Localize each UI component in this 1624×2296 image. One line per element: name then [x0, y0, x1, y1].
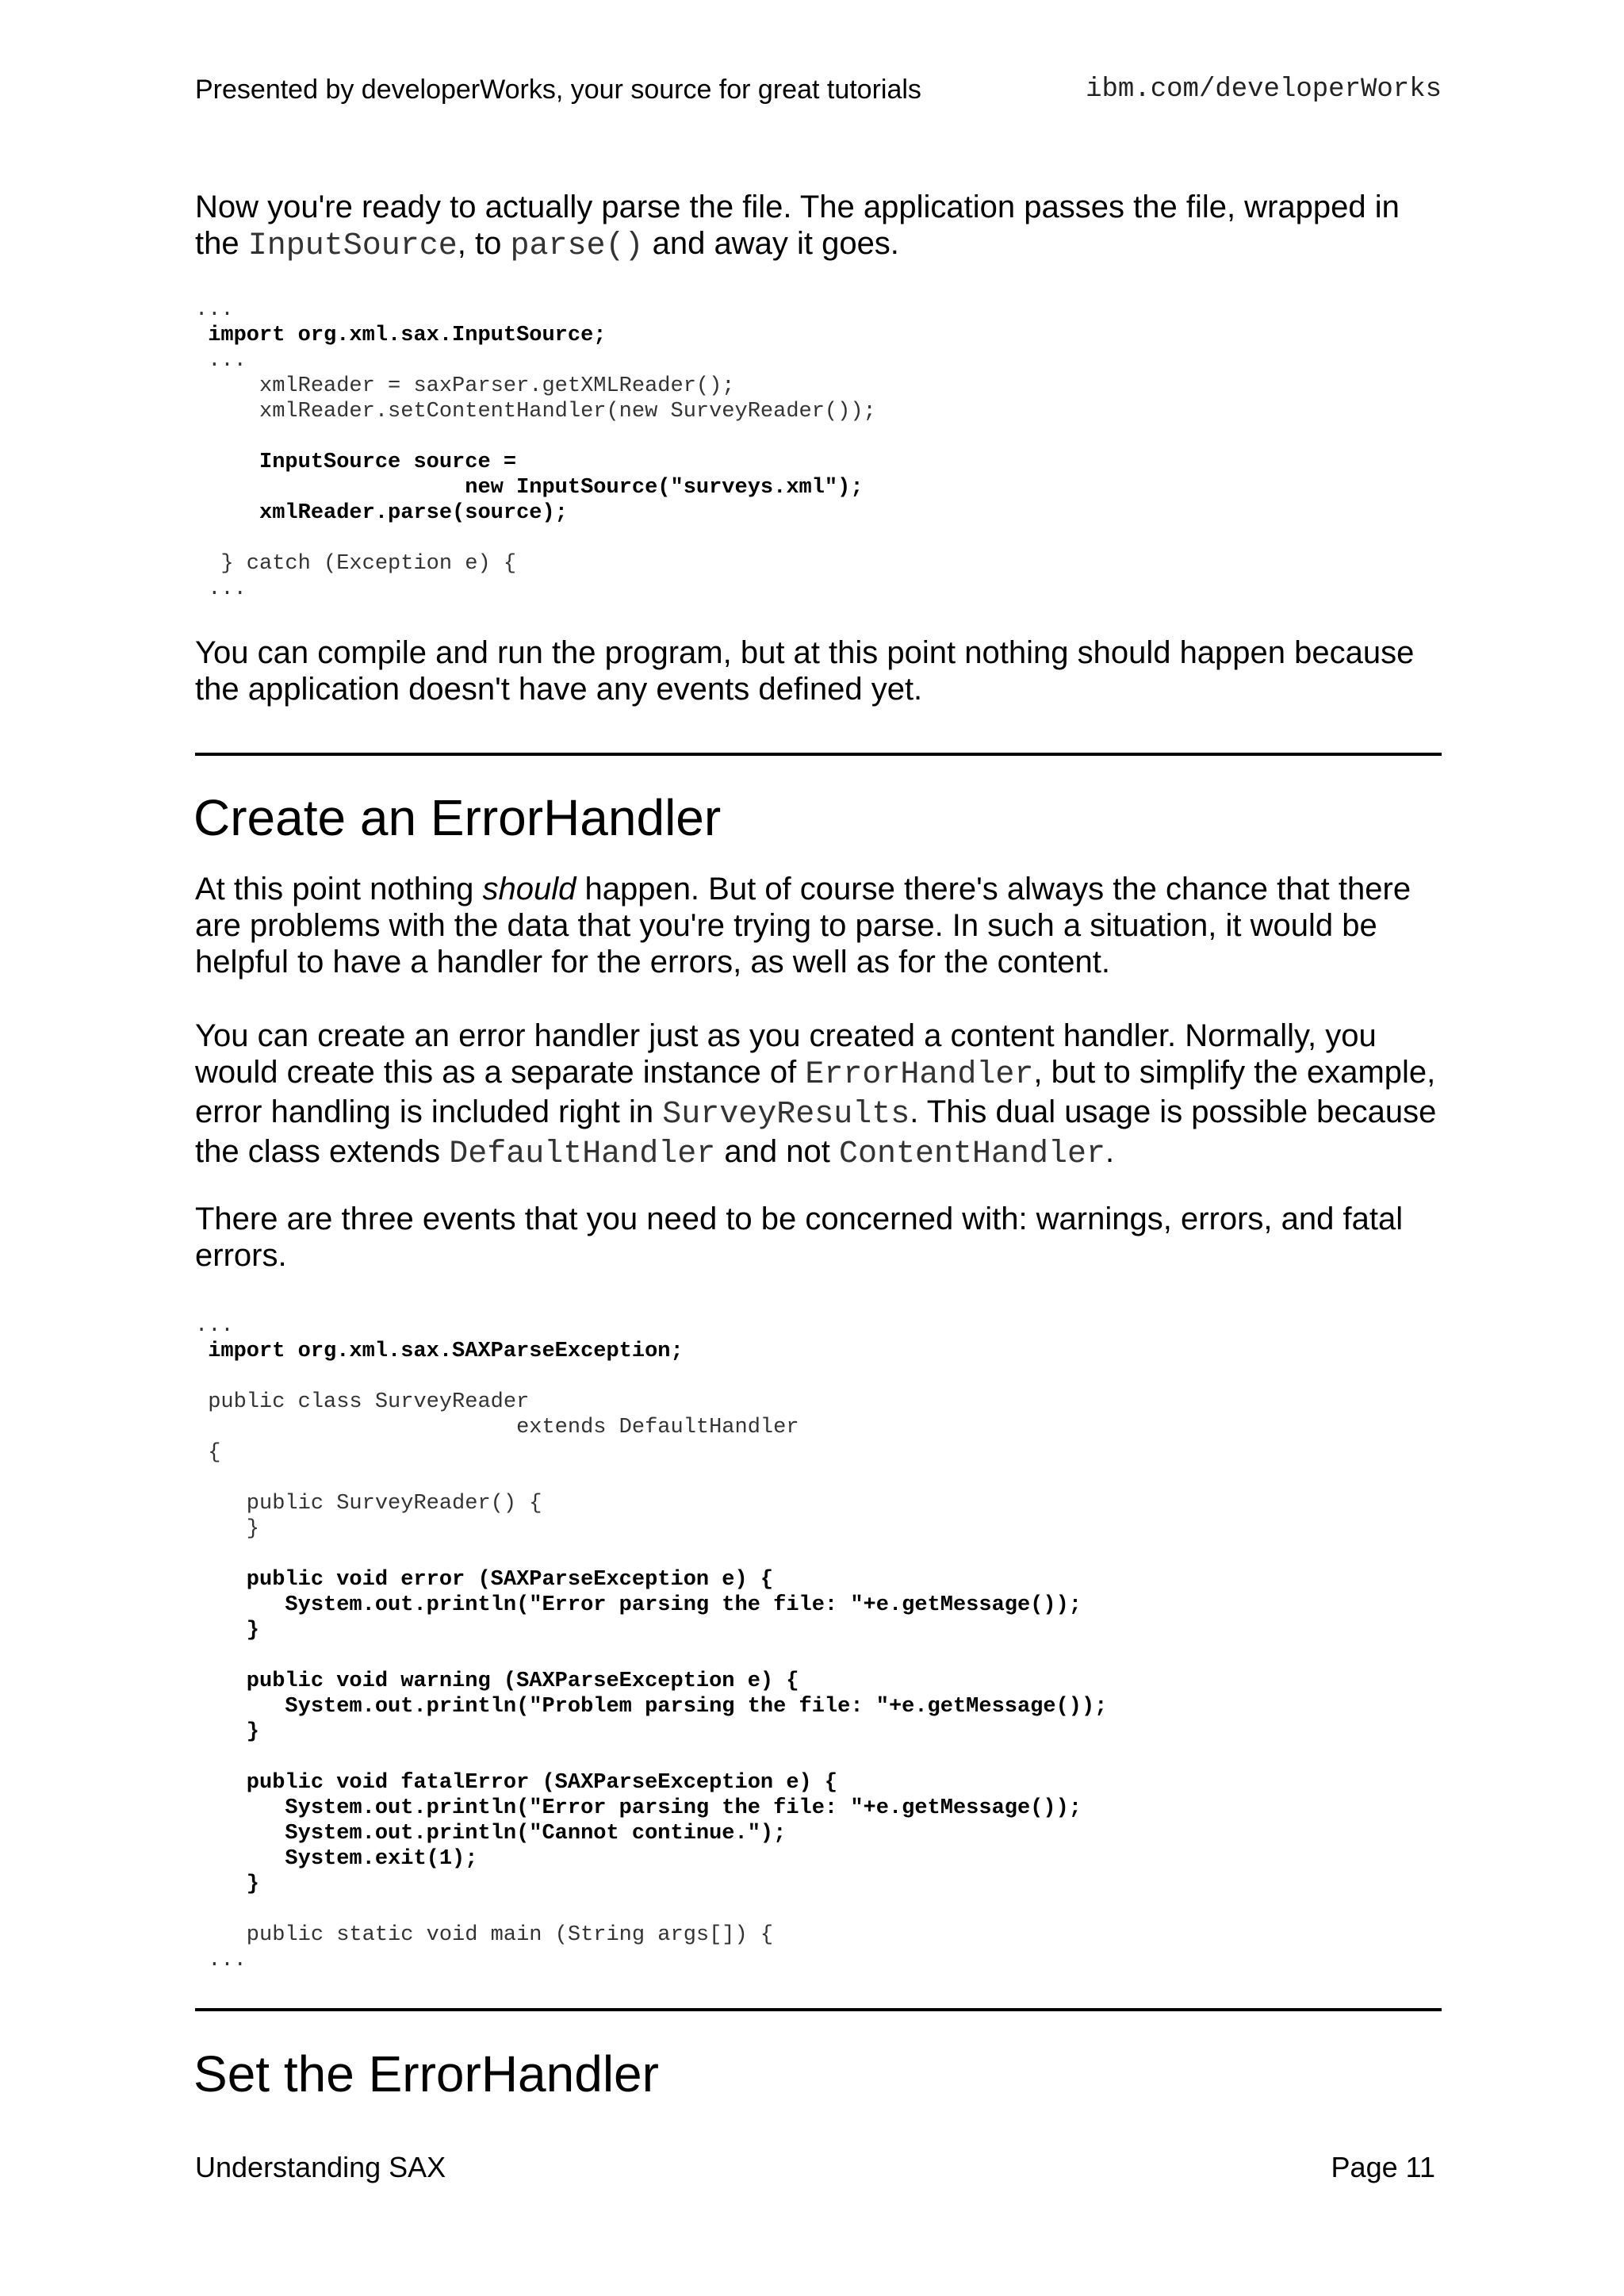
code-line: public class SurveyReader — [195, 1390, 530, 1414]
code-line: ... — [195, 349, 247, 373]
header-site-url: ibm.com/developerWorks — [1086, 75, 1442, 105]
code-block-errorhandler — [195, 1313, 1440, 1973]
p2-text-b: , but to simplify the example, error handling is included right in — [195, 1055, 1436, 1129]
code-line: } catch (Exception e) { — [195, 552, 517, 576]
code-line: xmlReader.parse(source); — [195, 501, 568, 525]
code-line: extends DefaultHandler — [195, 1416, 799, 1439]
code-line — [195, 1897, 1440, 1922]
p2-code-contenthandler: ContentHandler — [838, 1137, 1105, 1172]
p1-text-b: happen. But of course there's always the chance that there are problems with the data that you're trying to parse. In such a situation, it would be helpful to have a handler for the errors, as well as for the content. — [195, 872, 1411, 979]
code-line — [195, 526, 1440, 551]
section-divider — [195, 2008, 1442, 2011]
code-line: ... — [195, 577, 247, 601]
code-line: new InputSource("surveys.xml"); — [195, 476, 864, 500]
header-tagline: Presented by developerWorks, your source for great tutorials — [195, 75, 921, 105]
intro-text-1: Now you're ready to actually parse the file. The application passes the file, wrapped in the — [195, 190, 1400, 261]
p1-emphasis: should — [482, 872, 576, 907]
section1-paragraph-2 — [195, 1018, 1440, 1173]
p2-text-e: . — [1105, 1134, 1115, 1169]
p2-code-surveyresults: SurveyResults — [662, 1097, 910, 1133]
intro-paragraph — [195, 189, 1440, 265]
footer-title: Understanding SAX — [195, 2151, 446, 2183]
code-line: ... — [195, 298, 234, 322]
code-line: System.out.println("Error parsing the file: "+e.getMessage()); — [195, 1796, 1082, 1820]
code-line — [195, 1745, 1440, 1770]
code-line: System.out.println("Problem parsing the file: "+e.getMessage()); — [195, 1695, 1108, 1719]
code-line: { — [195, 1441, 221, 1465]
code-line — [195, 1643, 1440, 1669]
code-line — [195, 424, 1440, 450]
section1-paragraph-3: There are three events that you need to be concerned with: warnings, errors, and fatal errors. — [195, 1202, 1404, 1273]
code-line: public static void main (String args[]) { — [195, 1923, 774, 1947]
intro-text-3: and away it goes. — [643, 226, 899, 261]
section-divider — [195, 753, 1442, 756]
code-line: ... — [195, 1314, 234, 1338]
code-block-parse — [195, 297, 1440, 602]
p2-text-a: You can create an error handler just as you created a content handler. Normally, you would create this as a separate instance of — [195, 1018, 1377, 1090]
code-line: xmlReader.setContentHandler(new SurveyReader()); — [195, 400, 876, 424]
code-line: } — [195, 1872, 260, 1896]
p2-code-defaulthandler: DefaultHandler — [449, 1137, 716, 1172]
p1-text-a: At this point nothing — [195, 872, 483, 907]
code-line: public void error (SAXParseException e) { — [195, 1568, 774, 1592]
section-heading-set-errorhandler: Set the ErrorHandler — [193, 2045, 659, 2102]
p2-text-d: and not — [715, 1134, 839, 1169]
code-line: public void fatalError (SAXParseException e) { — [195, 1771, 838, 1795]
code-line: public SurveyReader() { — [195, 1492, 542, 1516]
code-line: } — [195, 1720, 260, 1744]
code-line: ... — [195, 1949, 247, 1972]
code-line: public void warning (SAXParseException e) { — [195, 1669, 799, 1693]
code-line: System.exit(1); — [195, 1847, 478, 1871]
code-line: import org.xml.sax.InputSource; — [195, 324, 607, 347]
code-line — [195, 1466, 1440, 1491]
code-line — [195, 1542, 1440, 1567]
section-heading-create-errorhandler: Create an ErrorHandler — [193, 789, 722, 846]
code-line: import org.xml.sax.SAXParseException; — [195, 1340, 684, 1363]
code-line: InputSource source = — [195, 450, 517, 474]
code-line: System.out.println("Cannot continue."); — [195, 1822, 787, 1846]
code-line: } — [195, 1517, 260, 1541]
compile-note-paragraph: You can compile and run the program, but at this point nothing should happen because the application doesn't have any events defined yet. — [195, 635, 1415, 707]
intro-code-inputsource: InputSource — [247, 228, 458, 264]
code-line — [195, 1364, 1440, 1389]
p2-text-c: . This dual usage is possible because the class extends — [195, 1094, 1437, 1169]
code-line: System.out.println("Error parsing the file: "+e.getMessage()); — [195, 1593, 1082, 1617]
code-line: } — [195, 1619, 260, 1642]
section1-paragraph-1 — [195, 871, 1440, 980]
intro-text-2: , to — [457, 226, 511, 261]
p2-code-errorhandler: ErrorHandler — [805, 1057, 1034, 1093]
intro-code-parse: parse() — [510, 228, 644, 264]
footer-page-number: Page 11 — [1331, 2151, 1435, 2183]
code-line: xmlReader = saxParser.getXMLReader(); — [195, 374, 735, 398]
